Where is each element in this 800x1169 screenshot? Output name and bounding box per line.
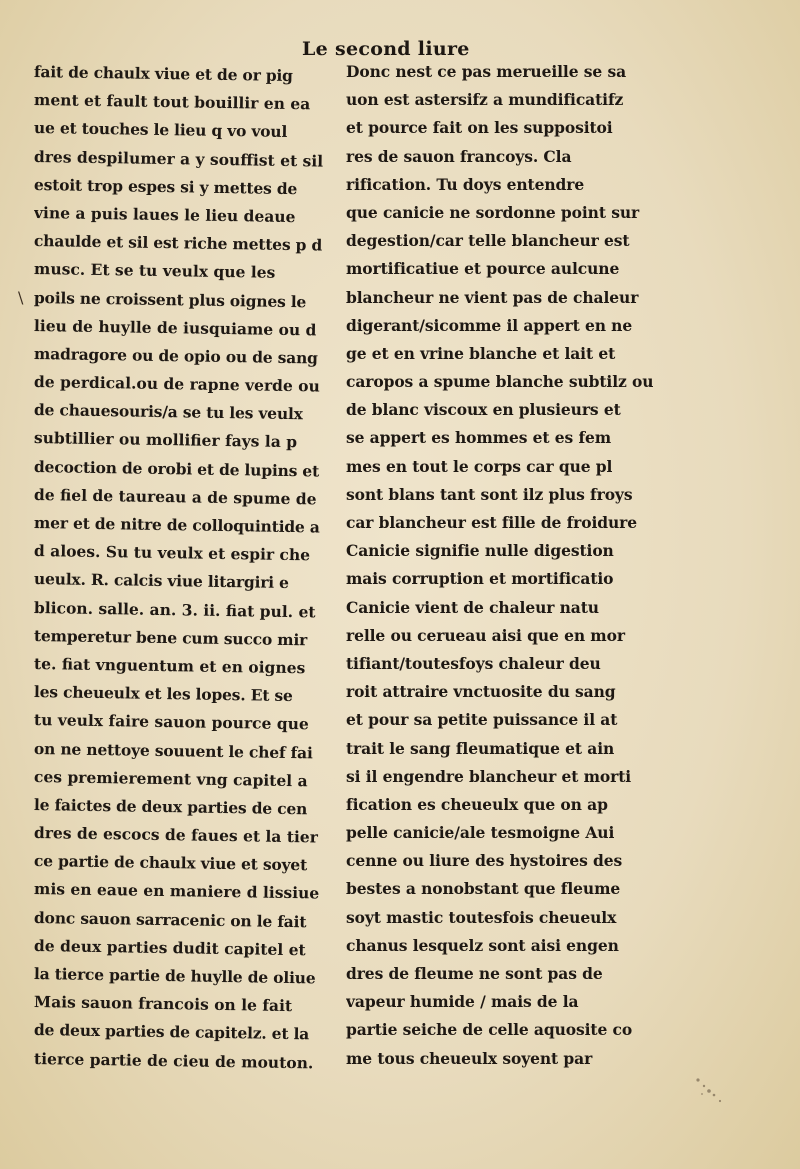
text-line: Canicie vient de chaleur natu <box>346 597 599 617</box>
text-line: poils ne croissent plus oignes le <box>33 287 307 311</box>
text-line: se appert es hommes et es fem <box>346 428 612 448</box>
text-line: ce partie de chaulx viue et soyet <box>33 851 308 875</box>
text-line: soyt mastic toutesfois cheueulx <box>346 907 617 927</box>
text-line: partie seiche de celle aquosite co <box>346 1020 633 1040</box>
text-line: la tierce partie de huylle de oliue <box>33 964 316 988</box>
text-line: trait le sang fleumatique et ain <box>346 738 615 758</box>
text-line: et pour sa petite puissance il at <box>346 710 618 730</box>
text-line: mis en eaue en maniere d lissiue <box>33 879 320 903</box>
text-line: Canicie signifie nulle digestion <box>346 541 614 561</box>
right-text-column <box>346 58 682 1073</box>
text-line: caropos a spume blanche subtilz ou <box>346 372 654 392</box>
text-line: le faictes de deux parties de cen <box>33 794 308 819</box>
text-line: tierce partie de cieu de mouton. <box>33 1048 314 1072</box>
text-line: relle ou cerueau aisi que en mor <box>346 625 625 645</box>
text-line: ge et en vrine blanche et lait et <box>346 343 616 363</box>
text-line: vine a puis laues le lieu deaue <box>33 202 296 227</box>
text-line: de deux parties de capitelz. et la <box>33 1020 310 1044</box>
text-line: car blancheur est fille de froidure <box>346 513 638 532</box>
ink-stain-mark <box>690 1070 730 1110</box>
text-line: vapeur humide / mais de la <box>346 992 579 1012</box>
text-line: fait de chaulx viue et de or pig <box>33 62 293 86</box>
running-title: Le second liure <box>302 38 470 60</box>
text-line: dres de fleume ne sont pas de <box>346 964 603 983</box>
text-line: dres de escocs de faues et la tier <box>33 823 319 847</box>
text-line: ces premierement vng capitel a <box>33 766 308 790</box>
text-line: de perdical.ou de rapne verde ou <box>33 372 320 396</box>
left-text-column <box>34 58 346 1073</box>
text-line: mais corruption et mortificatio <box>346 569 614 589</box>
text-line: de fiel de taureau a de spume de <box>33 484 317 509</box>
text-line: blancheur ne vient pas de chaleur <box>346 287 639 307</box>
text-line: musc. Et se tu veulx que les <box>33 259 276 283</box>
text-line: et pource fait on les suppositoi <box>346 118 613 138</box>
text-line: Donc nest ce pas merueille se sa <box>346 62 627 81</box>
text-line: ment et fault tout bouillir en ea <box>33 90 311 114</box>
text-line: roit attraire vnctuosite du sang <box>346 682 616 702</box>
text-line: on ne nettoye souuent le chef fai <box>33 738 313 762</box>
text-line: lieu de huylle de iusquiame ou d <box>33 315 317 340</box>
text-line: que canicie ne sordonne point sur <box>346 202 640 222</box>
text-line: les cheueulx et les lopes. Et se <box>33 682 293 706</box>
text-line: uon est astersifz a mundificatifz <box>346 90 624 110</box>
text-line: decoction de orobi et de lupins et <box>33 456 320 481</box>
marginal-mark: \ <box>18 288 24 307</box>
text-line: chaulde et sil est riche mettes p d <box>33 231 323 255</box>
text-line: de deux parties dudit capitel et <box>33 935 306 960</box>
text-line: sont blans tant sont ilz plus froys <box>346 484 633 504</box>
text-line: madragore ou de opio ou de sang <box>33 343 318 368</box>
text-line: de blanc viscoux en plusieurs et <box>346 400 621 420</box>
text-line: dres despilumer a y souffist et sil <box>33 146 324 171</box>
text-line: Mais sauon francois on le fait <box>33 992 293 1016</box>
text-line: donc sauon sarracenic on le fait <box>33 907 307 931</box>
text-line: mes en tout le corps car que pl <box>346 456 613 476</box>
text-line: blicon. salle. an. 3. ii. fiat pul. et <box>33 597 316 621</box>
text-line: ue et touches le lieu q vo voul <box>33 118 288 142</box>
text-line: degestion/car telle blancheur est <box>346 231 630 251</box>
text-line: fication es cheueulx que on ap <box>346 794 608 814</box>
text-line: mortificatiue et pource aulcune <box>346 259 620 279</box>
text-line: bestes a nonobstant que fleume <box>346 879 621 899</box>
text-line: rification. Tu doys entendre <box>346 174 585 194</box>
text-line: subtillier ou mollifier fays la p <box>33 428 298 452</box>
text-line: de chauesouris/a se tu les veulx <box>33 400 303 424</box>
text-line: cenne ou liure des hystoires des <box>346 851 623 871</box>
text-line: si il engendre blancheur et morti <box>346 766 632 786</box>
text-line: tu veulx faire sauon pource que <box>33 710 309 734</box>
text-line: digerant/sicomme il appert en ne <box>346 315 633 335</box>
text-line: temperetur bene cum succo mir <box>33 625 308 650</box>
text-line: tifiant/toutesfoys chaleur deu <box>346 653 601 673</box>
text-line: chanus lesquelz sont aisi engen <box>346 935 619 955</box>
text-line: d aloes. Su tu veulx et espir che <box>33 541 311 565</box>
text-line: res de sauon francoys. Cla <box>346 146 572 166</box>
text-line: mer et de nitre de colloquintide a <box>33 513 320 537</box>
text-line: te. fiat vnguentum et en oignes <box>33 653 306 678</box>
text-line: estoit trop espes si y mettes de <box>33 174 298 198</box>
text-line: me tous cheueulx soyent par <box>346 1048 593 1068</box>
text-line: pelle canicie/ale tesmoigne Aui <box>346 823 615 843</box>
text-line: ueulx. R. calcis viue litargiri e <box>33 569 289 593</box>
